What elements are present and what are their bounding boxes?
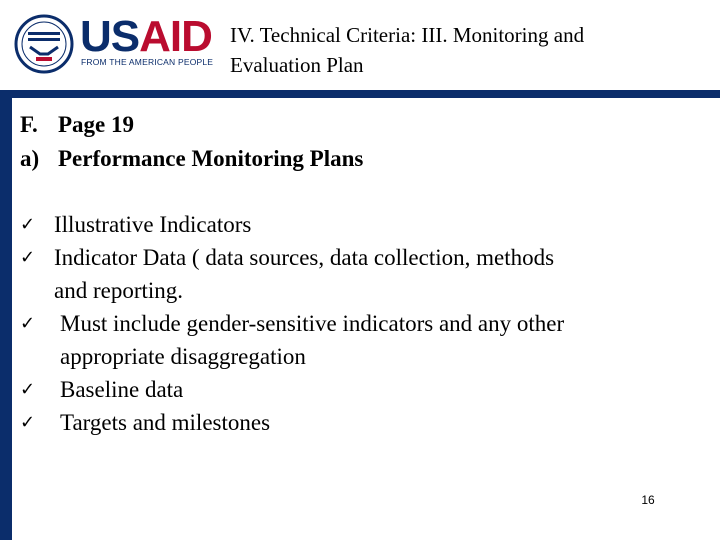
checkmark-icon: ✓ xyxy=(20,214,36,235)
checkmark-icon: ✓ xyxy=(20,379,36,400)
subheading-row-1 xyxy=(20,108,363,142)
subheading-text-2: Performance Monitoring Plans xyxy=(58,146,364,171)
logo-wordmark: USAID xyxy=(80,12,212,61)
bullet-item xyxy=(20,406,710,439)
header-rule xyxy=(0,90,720,98)
checkmark-icon: ✓ xyxy=(20,313,36,334)
bullet-text: Illustrative Indicators xyxy=(54,212,252,237)
section-subheading xyxy=(20,108,363,176)
subheading-row-2 xyxy=(20,142,363,176)
checkmark-icon: ✓ xyxy=(20,412,36,433)
left-accent-bar xyxy=(0,92,12,540)
subheading-marker-1: F. xyxy=(20,112,38,137)
bullet-item xyxy=(20,373,710,406)
logo-tagline: FROM THE AMERICAN PEOPLE xyxy=(81,57,214,67)
checkmark-icon: ✓ xyxy=(20,247,36,268)
bullet-text: Targets and milestones xyxy=(60,410,271,435)
title-line-1: IV. Technical Criteria: III. Monitoring and xyxy=(230,23,585,47)
subheading-text-1: Page 19 xyxy=(58,112,135,137)
bullet-text: Baseline data xyxy=(60,377,184,402)
slide-title xyxy=(230,20,700,80)
bullet-item xyxy=(20,241,710,307)
usaid-seal-icon xyxy=(14,14,74,74)
subheading-marker-2: a) xyxy=(20,146,40,171)
bullet-text: Indicator Data ( data sources, data collection, methods and reporting. xyxy=(54,245,555,303)
bullet-list xyxy=(20,208,710,439)
page-number: 16 xyxy=(641,493,655,507)
bullet-text: Must include gender-sensitive indicators and any other appropriate disaggregation xyxy=(60,311,565,369)
bullet-item xyxy=(20,307,710,373)
usaid-logo xyxy=(14,14,214,74)
bullet-item xyxy=(20,208,710,241)
title-line-2: Evaluation Plan xyxy=(230,53,364,77)
